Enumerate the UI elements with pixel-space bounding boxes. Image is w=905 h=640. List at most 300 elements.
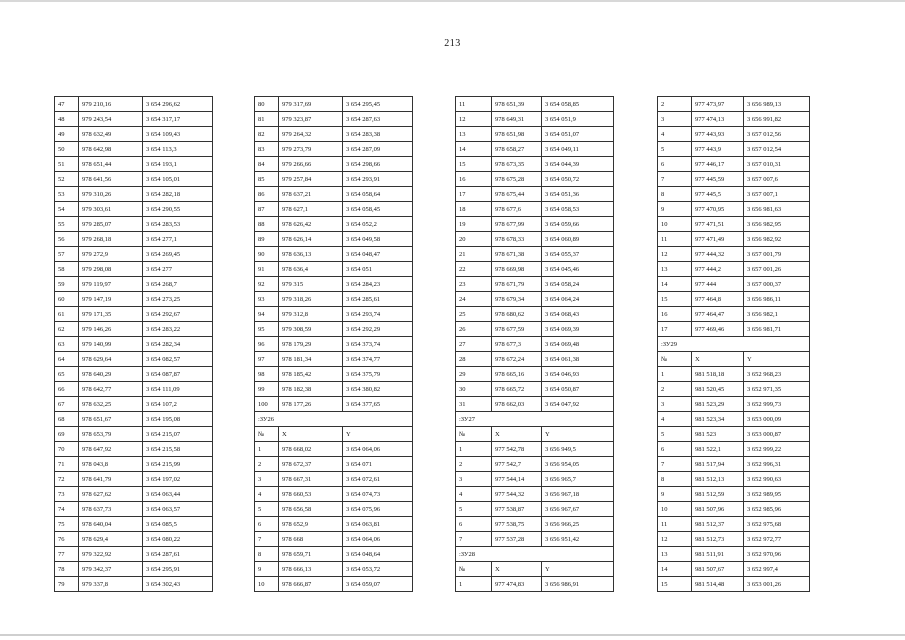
y-coordinate-cell: 3 654 215,07	[143, 427, 213, 442]
x-coordinate-cell: 978 660,53	[279, 487, 343, 502]
table-row	[658, 247, 810, 262]
scan-edge-bottom	[0, 634, 905, 636]
y-coordinate-cell: 3 656 967,67	[542, 502, 614, 517]
table-row	[456, 322, 614, 337]
y-coordinate-cell: 3 654 197,02	[143, 472, 213, 487]
y-coordinate-cell: 3 656 954,05	[542, 457, 614, 472]
y-coordinate-cell: 3 652 996,31	[744, 457, 810, 472]
point-number-cell: 3	[456, 472, 492, 487]
x-coordinate-cell: 978 642,98	[79, 142, 143, 157]
table-row	[55, 247, 213, 262]
point-number-cell: 5	[658, 142, 692, 157]
x-coordinate-cell: 978 665,72	[492, 382, 542, 397]
y-coordinate-cell: 3 654 058,53	[542, 202, 614, 217]
y-coordinate-cell: 3 654 058,24	[542, 277, 614, 292]
x-coordinate-cell: 978 632,49	[79, 127, 143, 142]
x-coordinate-cell: 981 507,96	[692, 502, 744, 517]
y-coordinate-cell: 3 654 053,72	[343, 562, 413, 577]
point-number-cell: 13	[456, 127, 492, 142]
table-row	[658, 97, 810, 112]
point-number-cell: 93	[255, 292, 279, 307]
column-3-table	[455, 96, 614, 592]
table-row	[55, 577, 213, 592]
x-coordinate-cell: 978 652,9	[279, 517, 343, 532]
x-coordinate-cell: 979 119,97	[79, 277, 143, 292]
section-title-row	[456, 547, 614, 562]
table-row	[55, 382, 213, 397]
x-coordinate-cell: 979 140,99	[79, 337, 143, 352]
y-coordinate-cell: 3 654 046,93	[542, 367, 614, 382]
y-coordinate-cell: 3 654 295,91	[143, 562, 213, 577]
table-row	[55, 322, 213, 337]
point-number-cell: 64	[55, 352, 79, 367]
table-row	[55, 307, 213, 322]
x-coordinate-cell: 981 523,29	[692, 397, 744, 412]
y-coordinate-cell: 3 654 052,2	[343, 217, 413, 232]
y-coordinate-cell: 3 654 285,61	[343, 292, 413, 307]
table-row	[55, 97, 213, 112]
y-coordinate-cell: 3 654 069,48	[542, 337, 614, 352]
x-coordinate-cell: 979 323,87	[279, 112, 343, 127]
table-row	[55, 112, 213, 127]
table-row	[456, 262, 614, 277]
point-number-cell: 10	[255, 577, 279, 592]
x-coordinate-cell: 979 243,54	[79, 112, 143, 127]
table-row	[456, 472, 614, 487]
table-row	[255, 307, 413, 322]
x-coordinate-cell: 979 146,26	[79, 322, 143, 337]
x-coordinate-cell: 977 445,59	[692, 172, 744, 187]
x-coordinate-cell: 978 672,37	[279, 457, 343, 472]
x-coordinate-cell: 981 517,94	[692, 457, 744, 472]
table-row	[456, 217, 614, 232]
x-coordinate-cell: 979 171,35	[79, 307, 143, 322]
point-number-cell: 7	[456, 532, 492, 547]
point-number-cell: 91	[255, 262, 279, 277]
x-coordinate-cell: 978 641,56	[79, 172, 143, 187]
x-coordinate-cell: 981 523,34	[692, 412, 744, 427]
point-number-cell: 12	[456, 112, 492, 127]
table-row	[55, 127, 213, 142]
y-coordinate-cell: 3 657 001,26	[744, 262, 810, 277]
y-column-header: Y	[343, 427, 413, 442]
table-row	[456, 382, 614, 397]
y-coordinate-cell: 3 654 109,43	[143, 127, 213, 142]
table-row	[255, 472, 413, 487]
x-coordinate-cell: 979 308,59	[279, 322, 343, 337]
x-column-header: X	[492, 427, 542, 442]
point-number-cell: 23	[456, 277, 492, 292]
point-number-cell: 14	[658, 562, 692, 577]
x-coordinate-cell: 978 629,64	[79, 352, 143, 367]
y-coordinate-cell: 3 656 982,92	[744, 232, 810, 247]
point-number-cell: 31	[456, 397, 492, 412]
section-title-row	[456, 412, 614, 427]
point-number-cell: 5	[255, 502, 279, 517]
table-row	[55, 172, 213, 187]
x-coordinate-cell: 978 666,87	[279, 577, 343, 592]
column-2-table	[254, 96, 413, 592]
point-number-cell: 15	[658, 577, 692, 592]
table-row	[55, 457, 213, 472]
y-coordinate-cell: 3 653 000,09	[744, 412, 810, 427]
y-coordinate-cell: 3 654 283,53	[143, 217, 213, 232]
x-coordinate-cell: 978 043,8	[79, 457, 143, 472]
table-row	[456, 157, 614, 172]
y-coordinate-cell: 3 657 010,31	[744, 157, 810, 172]
y-coordinate-cell: 3 654 374,77	[343, 352, 413, 367]
point-number-cell: 47	[55, 97, 79, 112]
coordinates-table-column-1	[54, 96, 213, 592]
point-number-cell: 98	[255, 367, 279, 382]
point-number-cell: 16	[658, 307, 692, 322]
x-coordinate-cell: 978 678,33	[492, 232, 542, 247]
y-coordinate-cell: 3 654 298,66	[343, 157, 413, 172]
x-coordinate-cell: 981 522,1	[692, 442, 744, 457]
y-coordinate-cell: 3 657 007,1	[744, 187, 810, 202]
x-coordinate-cell: 977 537,28	[492, 532, 542, 547]
x-coordinate-cell: 978 185,42	[279, 367, 343, 382]
point-number-cell: 7	[658, 172, 692, 187]
x-coordinate-cell: 978 668,02	[279, 442, 343, 457]
y-coordinate-cell: 3 656 949,5	[542, 442, 614, 457]
x-coordinate-cell: 977 544,32	[492, 487, 542, 502]
point-number-cell: 6	[658, 157, 692, 172]
table-row	[255, 382, 413, 397]
point-number-cell: 26	[456, 322, 492, 337]
table-row	[55, 412, 213, 427]
point-number-cell: 8	[658, 187, 692, 202]
y-coordinate-cell: 3 654 068,43	[542, 307, 614, 322]
x-coordinate-cell: 979 342,37	[79, 562, 143, 577]
table-row	[55, 337, 213, 352]
y-coordinate-cell: 3 654 069,39	[542, 322, 614, 337]
point-number-cell: 82	[255, 127, 279, 142]
x-coordinate-cell: 978 653,79	[79, 427, 143, 442]
table-row	[456, 397, 614, 412]
point-number-cell: 54	[55, 202, 79, 217]
y-coordinate-cell: 3 652 997,4	[744, 562, 810, 577]
table-row	[255, 232, 413, 247]
point-number-cell: 97	[255, 352, 279, 367]
table-row	[658, 412, 810, 427]
table-row	[255, 247, 413, 262]
table-row	[55, 397, 213, 412]
x-coordinate-cell: 977 464,8	[692, 292, 744, 307]
y-coordinate-cell: 3 654 055,37	[542, 247, 614, 262]
y-coordinate-cell: 3 652 990,63	[744, 472, 810, 487]
x-coordinate-cell: 977 443,9	[692, 142, 744, 157]
point-number-cell: 10	[658, 502, 692, 517]
point-number-cell: 4	[456, 487, 492, 502]
y-coordinate-cell: 3 652 970,96	[744, 547, 810, 562]
table-row	[658, 382, 810, 397]
point-number-cell: 71	[55, 457, 79, 472]
y-coordinate-cell: 3 654 282,34	[143, 337, 213, 352]
x-coordinate-cell: 977 542,7	[492, 457, 542, 472]
x-coordinate-cell: 979 317,69	[279, 97, 343, 112]
x-coordinate-cell: 978 672,24	[492, 352, 542, 367]
table-row	[55, 517, 213, 532]
table-row	[456, 142, 614, 157]
point-number-cell: 30	[456, 382, 492, 397]
table-row	[55, 262, 213, 277]
point-number-cell: 50	[55, 142, 79, 157]
table-row	[658, 217, 810, 232]
x-coordinate-cell: 979 315	[279, 277, 343, 292]
point-number-cell: 1	[456, 442, 492, 457]
point-number-cell: 61	[55, 307, 79, 322]
y-coordinate-cell: 3 654 082,57	[143, 352, 213, 367]
point-number-cell: 24	[456, 292, 492, 307]
table-row	[55, 232, 213, 247]
x-coordinate-cell: 978 659,71	[279, 547, 343, 562]
table-row	[255, 457, 413, 472]
table-row	[255, 187, 413, 202]
y-coordinate-cell: 3 654 049,11	[542, 142, 614, 157]
x-coordinate-cell: 978 675,44	[492, 187, 542, 202]
x-coordinate-cell: 978 649,31	[492, 112, 542, 127]
table-row	[658, 577, 810, 592]
point-number-cell: 21	[456, 247, 492, 262]
table-row	[456, 502, 614, 517]
x-coordinate-cell: 977 444,32	[692, 247, 744, 262]
y-coordinate-cell: 3 654 060,89	[542, 232, 614, 247]
x-coordinate-cell: 977 445,5	[692, 187, 744, 202]
point-number-cell: 85	[255, 172, 279, 187]
table-row	[55, 292, 213, 307]
coordinates-table-column-3	[455, 96, 614, 592]
y-coordinate-cell: 3 657 012,54	[744, 142, 810, 157]
table-row	[658, 547, 810, 562]
table-row	[255, 277, 413, 292]
table-row	[255, 442, 413, 457]
x-coordinate-cell: 978 632,25	[79, 397, 143, 412]
point-number-cell: 3	[658, 397, 692, 412]
x-coordinate-cell: 979 285,07	[79, 217, 143, 232]
x-coordinate-cell: 977 446,17	[692, 157, 744, 172]
point-number-cell: 8	[255, 547, 279, 562]
point-number-cell: 13	[658, 262, 692, 277]
point-number-cell: 94	[255, 307, 279, 322]
y-coordinate-cell: 3 653 000,87	[744, 427, 810, 442]
table-row	[55, 217, 213, 232]
x-coordinate-cell: 977 538,75	[492, 517, 542, 532]
y-coordinate-cell: 3 656 986,91	[542, 577, 614, 592]
x-coordinate-cell: 979 257,84	[279, 172, 343, 187]
x-coordinate-cell: 979 264,32	[279, 127, 343, 142]
table-row	[255, 517, 413, 532]
number-column-header: №	[255, 427, 279, 442]
table-row	[255, 262, 413, 277]
y-coordinate-cell: 3 654 050,87	[542, 382, 614, 397]
y-coordinate-cell: 3 654 268,7	[143, 277, 213, 292]
y-coordinate-cell: 3 654 287,63	[343, 112, 413, 127]
point-number-cell: 5	[658, 427, 692, 442]
x-coordinate-cell: 978 627,62	[79, 487, 143, 502]
x-coordinate-cell: 977 544,14	[492, 472, 542, 487]
point-number-cell: 13	[658, 547, 692, 562]
table-header-row	[658, 352, 810, 367]
table-row	[255, 292, 413, 307]
y-coordinate-cell: 3 656 989,13	[744, 97, 810, 112]
table-row	[456, 532, 614, 547]
x-coordinate-cell: 978 677,3	[492, 337, 542, 352]
y-coordinate-cell: 3 654 380,82	[343, 382, 413, 397]
y-coordinate-cell: 3 657 012,56	[744, 127, 810, 142]
table-row	[255, 202, 413, 217]
y-coordinate-cell: 3 654 071	[343, 457, 413, 472]
x-coordinate-cell: 981 520,45	[692, 382, 744, 397]
point-number-cell: 3	[658, 112, 692, 127]
point-number-cell: 96	[255, 337, 279, 352]
x-coordinate-cell: 977 471,51	[692, 217, 744, 232]
y-coordinate-cell: 3 654 058,85	[542, 97, 614, 112]
table-row	[658, 472, 810, 487]
table-row	[255, 127, 413, 142]
table-row	[456, 457, 614, 472]
table-row	[456, 487, 614, 502]
table-row	[658, 157, 810, 172]
table-row	[55, 202, 213, 217]
y-coordinate-cell: 3 654 283,38	[343, 127, 413, 142]
y-coordinate-cell: 3 654 063,57	[143, 502, 213, 517]
x-coordinate-cell: 977 474,13	[692, 112, 744, 127]
table-row	[456, 232, 614, 247]
section-title: :ЗУ26	[255, 412, 413, 427]
table-row	[456, 517, 614, 532]
table-row	[658, 487, 810, 502]
y-coordinate-cell: 3 654 050,72	[542, 172, 614, 187]
table-row	[658, 427, 810, 442]
y-coordinate-cell: 3 654 215,58	[143, 442, 213, 457]
point-number-cell: 69	[55, 427, 79, 442]
table-row	[55, 427, 213, 442]
y-coordinate-cell: 3 654 292,67	[143, 307, 213, 322]
table-row	[456, 112, 614, 127]
point-number-cell: 74	[55, 502, 79, 517]
x-coordinate-cell: 977 443,93	[692, 127, 744, 142]
point-number-cell: 25	[456, 307, 492, 322]
x-coordinate-cell: 978 651,39	[492, 97, 542, 112]
table-row	[658, 457, 810, 472]
table-row	[55, 277, 213, 292]
y-coordinate-cell: 3 654 064,06	[343, 442, 413, 457]
y-coordinate-cell: 3 656 966,25	[542, 517, 614, 532]
y-coordinate-cell: 3 654 283,22	[143, 322, 213, 337]
point-number-cell: 19	[456, 217, 492, 232]
table-row	[255, 487, 413, 502]
point-number-cell: 56	[55, 232, 79, 247]
y-coordinate-cell: 3 654 215,99	[143, 457, 213, 472]
table-row	[255, 532, 413, 547]
point-number-cell: 7	[658, 457, 692, 472]
table-row	[658, 307, 810, 322]
table-row	[55, 142, 213, 157]
y-coordinate-cell: 3 654 064,24	[542, 292, 614, 307]
table-row	[658, 127, 810, 142]
y-coordinate-cell: 3 656 982,95	[744, 217, 810, 232]
x-coordinate-cell: 979 322,92	[79, 547, 143, 562]
table-row	[456, 442, 614, 457]
y-coordinate-cell: 3 654 296,62	[143, 97, 213, 112]
table-row	[255, 142, 413, 157]
point-number-cell: 29	[456, 367, 492, 382]
point-number-cell: 57	[55, 247, 79, 262]
y-coordinate-cell: 3 652 999,22	[744, 442, 810, 457]
x-coordinate-cell: 978 641,79	[79, 472, 143, 487]
table-row	[658, 292, 810, 307]
table-row	[658, 277, 810, 292]
x-coordinate-cell: 978 656,58	[279, 502, 343, 517]
y-coordinate-cell: 3 652 989,95	[744, 487, 810, 502]
y-coordinate-cell: 3 656 991,82	[744, 112, 810, 127]
x-coordinate-cell: 978 671,38	[492, 247, 542, 262]
table-row	[658, 172, 810, 187]
point-number-cell: 95	[255, 322, 279, 337]
point-number-cell: 92	[255, 277, 279, 292]
point-number-cell: 2	[658, 97, 692, 112]
y-coordinate-cell: 3 654 049,58	[343, 232, 413, 247]
y-coordinate-cell: 3 654 080,22	[143, 532, 213, 547]
y-coordinate-cell: 3 656 951,42	[542, 532, 614, 547]
point-number-cell: 6	[658, 442, 692, 457]
table-row	[255, 322, 413, 337]
point-number-cell: 15	[658, 292, 692, 307]
table-row	[658, 397, 810, 412]
table-row	[255, 337, 413, 352]
point-number-cell: 17	[658, 322, 692, 337]
point-number-cell: 7	[255, 532, 279, 547]
x-coordinate-cell: 978 651,67	[79, 412, 143, 427]
point-number-cell: 99	[255, 382, 279, 397]
table-row	[255, 397, 413, 412]
y-coordinate-cell: 3 654 059,07	[343, 577, 413, 592]
y-coordinate-cell: 3 654 287,09	[343, 142, 413, 157]
point-number-cell: 6	[456, 517, 492, 532]
table-row	[456, 367, 614, 382]
x-coordinate-cell: 978 636,13	[279, 247, 343, 262]
point-number-cell: 55	[55, 217, 79, 232]
table-row	[55, 532, 213, 547]
x-coordinate-cell: 978 673,35	[492, 157, 542, 172]
point-number-cell: 48	[55, 112, 79, 127]
y-coordinate-cell: 3 654 045,46	[542, 262, 614, 277]
point-number-cell: 3	[255, 472, 279, 487]
point-number-cell: 22	[456, 262, 492, 277]
point-number-cell: 80	[255, 97, 279, 112]
point-number-cell: 9	[658, 202, 692, 217]
point-number-cell: 10	[658, 217, 692, 232]
section-title-row	[658, 337, 810, 352]
table-row	[658, 142, 810, 157]
x-coordinate-cell: 977 469,46	[692, 322, 744, 337]
point-number-cell: 18	[456, 202, 492, 217]
point-number-cell: 66	[55, 382, 79, 397]
x-coordinate-cell: 977 444,2	[692, 262, 744, 277]
x-coordinate-cell: 978 668	[279, 532, 343, 547]
y-coordinate-cell: 3 654 269,45	[143, 247, 213, 262]
column-4-table	[657, 96, 810, 592]
table-row	[255, 112, 413, 127]
y-coordinate-cell: 3 654 051	[343, 262, 413, 277]
point-number-cell: 83	[255, 142, 279, 157]
point-number-cell: 100	[255, 397, 279, 412]
y-coordinate-cell: 3 654 373,74	[343, 337, 413, 352]
table-row	[255, 547, 413, 562]
point-number-cell: 79	[55, 577, 79, 592]
y-coordinate-cell: 3 654 044,39	[542, 157, 614, 172]
